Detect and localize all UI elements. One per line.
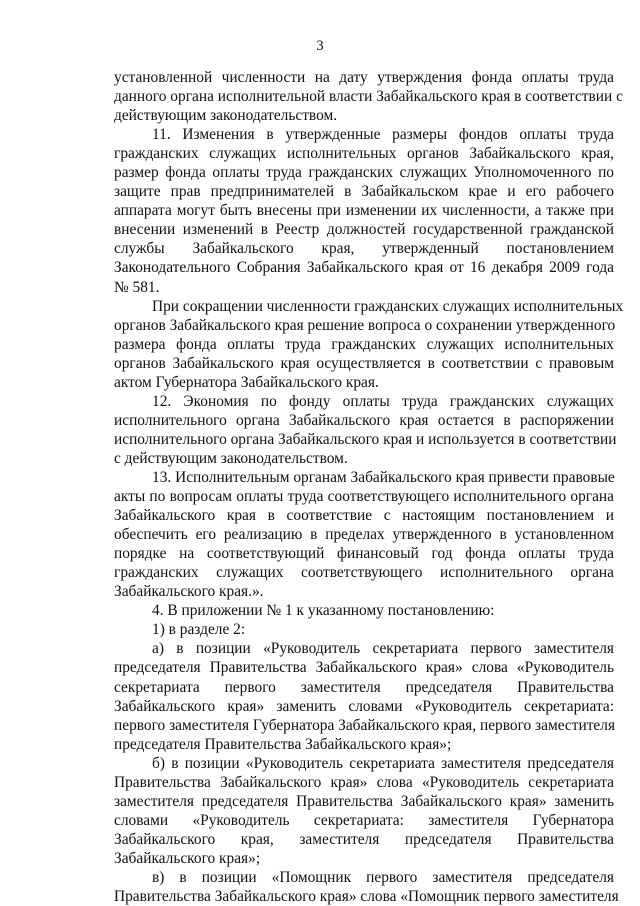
text-line: 12. Экономия по фонду оплаты труда гражданских служащих (152, 392, 614, 410)
text-line: службы Забайкальского края, утвержденный постановлением (114, 240, 614, 258)
text-line: секретариата первого заместителя председателя Правительства (114, 678, 614, 696)
text-line: органов Забайкальского края осуществляется в соответствии с правовым (114, 354, 614, 372)
text-line: 11. Изменения в утвержденные размеры фондов оплаты труда (152, 126, 614, 144)
text-line: председателя Правительства Забайкальского края» слова «Руководитель (114, 659, 614, 677)
text-line: данного органа исполнительной власти Забайкальского края в соответствии с (114, 88, 623, 106)
text-line: Законодательного Собрания Забайкальского края от 16 декабря 2009 года (114, 259, 614, 277)
text-line: б) в позиции «Руководитель секретариата заместителя председателя (152, 754, 614, 772)
text-line: председателя Правительства Забайкальского края»; (114, 735, 452, 753)
text-line: Правительства Забайкальского края» слова «Помощник первого заместителя (114, 888, 619, 906)
text-line: Забайкальского края, заместителя председателя Правительства (114, 830, 614, 848)
text-line: действующим законодательством. (114, 107, 338, 125)
text-line: Забайкальского края в соответствие с настоящим постановлением и (114, 507, 614, 525)
text-line: 4. В приложении № 1 к указанному постановлению: (152, 602, 495, 620)
text-line: порядке на соответствующий финансовый год фонда оплаты труда (114, 545, 614, 563)
text-line: актом Губернатора Забайкальского края. (114, 373, 379, 391)
text-line: гражданских служащих исполнительных органов Забайкальского края, (114, 145, 614, 163)
text-line: а) в позиции «Руководитель секретариата первого заместителя (152, 640, 614, 658)
text-line: словами «Руководитель секретариата: заместителя Губернатора (114, 811, 614, 829)
text-line: с действующим законодательством. (114, 449, 348, 467)
text-line: При сокращении численности гражданских служащих исполнительных (152, 297, 624, 315)
text-line: защите прав предпринимателей в Забайкальском крае и его рабочего (114, 183, 614, 201)
text-line: размера фонда оплаты труда гражданских служащих исполнительных (114, 335, 614, 353)
text-line: исполнительного органа Забайкальского края и используется в соответствии (114, 430, 617, 448)
text-line: установленной численности на дату утверждения фонда оплаты труда (114, 69, 614, 86)
text-line: акты по вопросам оплаты труда соответствующего исполнительного органа (114, 488, 614, 506)
text-line: органов Забайкальского края решение вопроса о сохранении утвержденного (114, 316, 616, 334)
page-number: 3 (316, 38, 324, 54)
text-line: размер фонда оплаты труда гражданских служащих Уполномоченного по (114, 164, 614, 182)
text-line: 1) в разделе 2: (152, 621, 246, 639)
text-line: Правительства Забайкальского края» слова «Руководитель секретариата (114, 773, 614, 791)
text-line: внесении изменений в Реестр должностей государственной гражданской (114, 221, 614, 239)
text-line: Забайкальского края»; (114, 849, 261, 867)
text-line: Забайкальского края.». (114, 583, 264, 601)
text-line: аппарата могут быть внесены при изменении их численности, а также при (114, 202, 614, 220)
document-body (114, 68, 624, 906)
text-line: Забайкальского края» заменить словами «Руководитель секретариата: (114, 697, 614, 715)
text-line: № 581. (114, 278, 160, 296)
text-line: 13. Исполнительным органам Забайкальского края привести правовые (152, 468, 615, 486)
text-line: в) в позиции «Помощник первого заместителя председателя (152, 868, 614, 886)
text-line: исполнительного органа Забайкальского края остается в распоряжении (114, 411, 614, 429)
text-line: обеспечить его реализацию в пределах утвержденного в установленном (114, 526, 614, 544)
text-line: первого заместителя Губернатора Забайкальского края, первого заместителя (114, 716, 616, 734)
text-line: гражданских служащих соответствующего исполнительного органа (114, 564, 614, 582)
text-line: заместителя председателя Правительства Забайкальского края» заменить (114, 792, 614, 810)
